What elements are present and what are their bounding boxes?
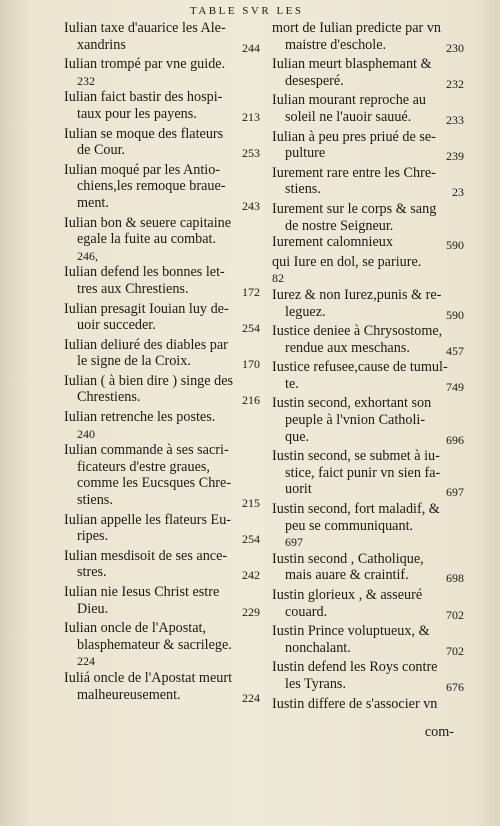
entry-text: 246, [77, 248, 98, 263]
page-number: 457 [446, 343, 464, 358]
entry-line [272, 412, 464, 429]
index-entry [64, 301, 260, 337]
entry-text: de nostre Seigneur. [285, 217, 394, 234]
entry-text: xandrins [77, 36, 126, 53]
index-entry [64, 620, 260, 670]
page-number: 749 [446, 379, 464, 394]
page-number: 253 [242, 146, 260, 161]
entry-line [64, 126, 260, 143]
entry-text: Iulian à peu pres priué de se- [272, 128, 436, 145]
entry-line [64, 548, 260, 565]
entry-line [272, 376, 464, 396]
index-entry [272, 623, 464, 659]
entry-line [272, 640, 464, 660]
entry-text: pulture [285, 145, 326, 162]
entry-text: Iustice deniee à Chrysostome, [272, 323, 443, 340]
entry-line [64, 37, 260, 57]
index-entry [64, 89, 260, 125]
entry-text: 697 [285, 535, 303, 550]
entry-text: Iustin Prince voluptueux, & [272, 623, 430, 640]
entry-text: Iulian trompé par vne guide. [64, 56, 226, 73]
entry-line [272, 659, 464, 676]
page-number: 233 [446, 112, 464, 127]
entry-line [272, 587, 464, 604]
entry-text: Iustin second, exhortant son [272, 395, 432, 412]
page-number: 590 [446, 307, 464, 322]
entry-line [272, 287, 464, 304]
page-number: 243 [242, 198, 260, 213]
index-entry [272, 165, 464, 201]
entry-text: Iustin defend les Roys contre [272, 659, 438, 676]
index-entry [272, 587, 464, 623]
entry-line [64, 620, 260, 637]
index-entry [64, 337, 260, 373]
page-number: 698 [446, 571, 464, 586]
entry-text: Dieu. [77, 600, 109, 617]
index-entry [64, 373, 260, 409]
page-number: 229 [242, 604, 260, 619]
entry-text: Iustice refusee,cause de tumul- [272, 359, 448, 376]
entry-text: comme les Eucsques Chre- [77, 475, 232, 492]
entry-text: 232 [77, 73, 95, 88]
page-number: 702 [446, 643, 464, 658]
page-number: 216 [242, 393, 260, 408]
page-number: 170 [242, 357, 260, 372]
entry-line [272, 37, 464, 57]
entry-text: couard. [285, 603, 328, 620]
index-entry [272, 696, 464, 713]
entry-text: Iulian meurt blasphemant & [272, 56, 432, 73]
entry-text: Iulian mourant reproche au [272, 92, 427, 109]
entry-text: taux pour les payens. [77, 105, 197, 122]
entry-text: chiens,les remoque braue- [77, 178, 226, 195]
entry-text: mort de Iulian predicte par vn [272, 20, 442, 36]
entry-text: Iulian taxe d'auarice les Ale- [64, 20, 226, 36]
entry-line [272, 145, 464, 165]
entry-text: Iulian se moque des flateurs [64, 125, 224, 142]
entry-text: 82 [272, 271, 284, 286]
index-entry [64, 264, 260, 300]
entry-line [64, 512, 260, 529]
entry-line [272, 270, 464, 287]
entry-line [272, 165, 464, 182]
page-number: 239 [446, 149, 464, 164]
index-entry [64, 126, 260, 162]
entry-line [272, 604, 464, 624]
left-column [64, 20, 260, 706]
entry-line [272, 696, 464, 713]
entry-line [64, 492, 260, 512]
page-number: 254 [242, 532, 260, 547]
entry-line [272, 501, 464, 518]
entry-line [64, 317, 260, 337]
page-number: 254 [242, 321, 260, 336]
entry-text: Iulian oncle de l'Apostat, [64, 620, 207, 637]
entry-text: Iustin second , Catholique, [272, 550, 424, 567]
entry-text: Iulian retrenche les postes. [64, 409, 216, 426]
entry-line [64, 653, 260, 670]
index-entry [272, 501, 464, 551]
entry-line [64, 687, 260, 707]
entry-line [64, 584, 260, 601]
entry-line [272, 623, 464, 640]
entry-text: Iulian presagit Iouian luy de- [64, 300, 229, 317]
entry-line [272, 676, 464, 696]
index-entry [272, 395, 464, 448]
entry-line [64, 409, 260, 426]
entry-line [272, 395, 464, 412]
entry-line [64, 195, 260, 215]
entry-line [272, 234, 464, 254]
entry-line [64, 426, 260, 443]
entry-text: Iurement calomnieux [272, 234, 393, 251]
entry-line [64, 337, 260, 354]
index-entry [272, 448, 464, 501]
entry-line [272, 518, 464, 535]
entry-text: stiens. [285, 181, 321, 198]
entry-line [64, 264, 260, 281]
entry-text: Iuliá oncle de l'Apostat meurt [64, 669, 233, 686]
entry-line [272, 181, 464, 201]
page-number: 242 [242, 568, 260, 583]
index-entry [272, 92, 464, 128]
entry-text: malheureusement. [77, 686, 181, 703]
entry-text: Iurement rare entre les Chre- [272, 164, 436, 181]
page-number: 213 [242, 109, 260, 124]
entry-text: qui Iure en dol, se pariure. [272, 253, 422, 270]
entry-line [272, 448, 464, 465]
page-number: 215 [242, 496, 260, 511]
entry-text: mais auare & craintif. [285, 567, 409, 584]
entry-line [64, 301, 260, 318]
index-entry [64, 512, 260, 548]
entry-text: maistre d'eschole. [285, 36, 387, 53]
right-column [272, 20, 464, 712]
index-entry [272, 56, 464, 92]
page-number: 23 [452, 185, 464, 200]
page-number: 676 [446, 679, 464, 694]
entry-text: uoir succeder. [77, 317, 156, 334]
index-entry [272, 287, 464, 323]
entry-text: Iurement sur le corps & sang [272, 200, 437, 217]
entry-text: Iustin glorieux , & asseuré [272, 587, 423, 603]
entry-text: Iulian deliuré des diables par [64, 336, 228, 353]
entry-text: Iulian bon & seuere capitaine [64, 214, 232, 231]
entry-line [272, 201, 464, 218]
page-number: 232 [446, 76, 464, 91]
entry-line [64, 601, 260, 621]
entry-line [272, 567, 464, 587]
entry-text: blasphemateur & sacrilege. [77, 636, 232, 653]
entry-text: Iulian mesdisoit de ses ance- [64, 547, 228, 564]
entry-text: Iulian moqué par les Antio- [64, 161, 221, 178]
entry-text: uorit [285, 481, 312, 498]
page-number: 230 [446, 40, 464, 55]
catchword: com- [424, 724, 454, 740]
entry-line [272, 340, 464, 360]
entry-line [64, 106, 260, 126]
entry-line [272, 323, 464, 340]
entry-line [64, 475, 260, 492]
entry-line [64, 353, 260, 373]
entry-text: egale la fuite au combat. [77, 231, 217, 248]
index-entry [64, 215, 260, 265]
entry-line [64, 56, 260, 73]
entry-line [272, 465, 464, 482]
entry-line [272, 129, 464, 146]
entry-line [272, 551, 464, 568]
entry-line [272, 218, 464, 235]
entry-line [272, 359, 464, 376]
entry-text: desesperé. [285, 72, 344, 89]
page-number: 590 [446, 238, 464, 253]
entry-text: Iurez & non Iurez,punis & re- [272, 286, 442, 303]
entry-line [272, 254, 464, 271]
index-entry [64, 670, 260, 706]
index-entry [64, 442, 260, 511]
entry-line [64, 564, 260, 584]
index-entry [64, 548, 260, 584]
entry-line [272, 73, 464, 93]
page-number: 172 [242, 284, 260, 299]
entry-line [64, 162, 260, 179]
entry-text: 240 [77, 426, 95, 441]
entry-text: ripes. [77, 528, 109, 545]
index-entry [64, 409, 260, 442]
index-entry [272, 129, 464, 165]
entry-line [64, 142, 260, 162]
entry-line [64, 281, 260, 301]
entry-line [64, 670, 260, 687]
entry-line [64, 459, 260, 476]
page-number: 224 [242, 690, 260, 705]
entry-text: Iulian commande à ses sacri- [64, 442, 229, 459]
entry-line [272, 109, 464, 129]
entry-line [64, 248, 260, 265]
entry-text: Iulian appelle les flateurs Eu- [64, 511, 232, 528]
entry-text: nonchalant. [285, 639, 351, 656]
entry-text: leguez. [285, 303, 326, 320]
entry-line [64, 442, 260, 459]
entry-text: peuple à l'vnion Catholi- [285, 412, 426, 429]
index-entry [272, 20, 464, 56]
entry-text: soleil ne l'auoir sauué. [285, 108, 412, 125]
entry-line [64, 178, 260, 195]
entry-text: stice, faict punir vn sien fa- [285, 464, 441, 481]
index-entry [64, 584, 260, 620]
entry-line [64, 373, 260, 390]
entry-line [64, 89, 260, 106]
index-entry [272, 659, 464, 695]
entry-line [272, 20, 464, 37]
page-number: 702 [446, 607, 464, 622]
entry-text: rendue aux meschans. [285, 339, 410, 356]
entry-line [64, 528, 260, 548]
index-entry [272, 359, 464, 395]
index-entry [64, 20, 260, 56]
entry-text: 224 [77, 654, 95, 669]
entry-line [272, 304, 464, 324]
entry-line [272, 56, 464, 73]
entry-text: que. [285, 428, 310, 445]
entry-text: de Cour. [77, 142, 126, 159]
index-entry [272, 323, 464, 359]
index-entry [272, 234, 464, 287]
entry-text: Iustin second, fort maladif, & [272, 501, 440, 518]
entry-text: Iulian nie Iesus Christ estre [64, 584, 220, 600]
running-header: TABLE SVR LES [190, 5, 304, 17]
entry-text: tres aux Chrestiens. [77, 280, 189, 297]
page-number: 697 [446, 485, 464, 500]
entry-line [64, 231, 260, 248]
entry-line [64, 215, 260, 232]
entry-text: te. [285, 375, 299, 392]
index-entry [272, 551, 464, 587]
entry-line [64, 637, 260, 654]
entry-text: stiens. [77, 492, 113, 509]
entry-text: ment. [77, 194, 109, 211]
index-entry [64, 162, 260, 215]
entry-text: les Tyrans. [285, 675, 347, 692]
entry-line [272, 534, 464, 551]
page-number: 696 [446, 432, 464, 447]
index-entry [272, 201, 464, 234]
index-entry [64, 56, 260, 89]
entry-text: Iustin differe de s'associer vn [272, 695, 438, 712]
entry-line [272, 92, 464, 109]
entry-line [64, 73, 260, 90]
entry-text: ficateurs d'estre graues, [77, 458, 210, 475]
entry-text: stres. [77, 564, 107, 581]
entry-line [64, 389, 260, 409]
entry-text: le signe de la Croix. [77, 353, 191, 370]
entry-line [272, 481, 464, 501]
entry-text: Iulian defend les bonnes let- [64, 264, 225, 281]
entry-text: Iulian faict bastir des hospi- [64, 89, 223, 106]
page-number: 244 [242, 40, 260, 55]
entry-line [272, 429, 464, 449]
entry-text: Iustin second, se submet à iu- [272, 448, 440, 465]
entry-text: Chrestiens. [77, 389, 141, 406]
entry-text: Iulian ( à bien dire ) singe des [64, 372, 234, 389]
entry-line [64, 20, 260, 37]
entry-text: peu se communiquant. [285, 517, 414, 534]
